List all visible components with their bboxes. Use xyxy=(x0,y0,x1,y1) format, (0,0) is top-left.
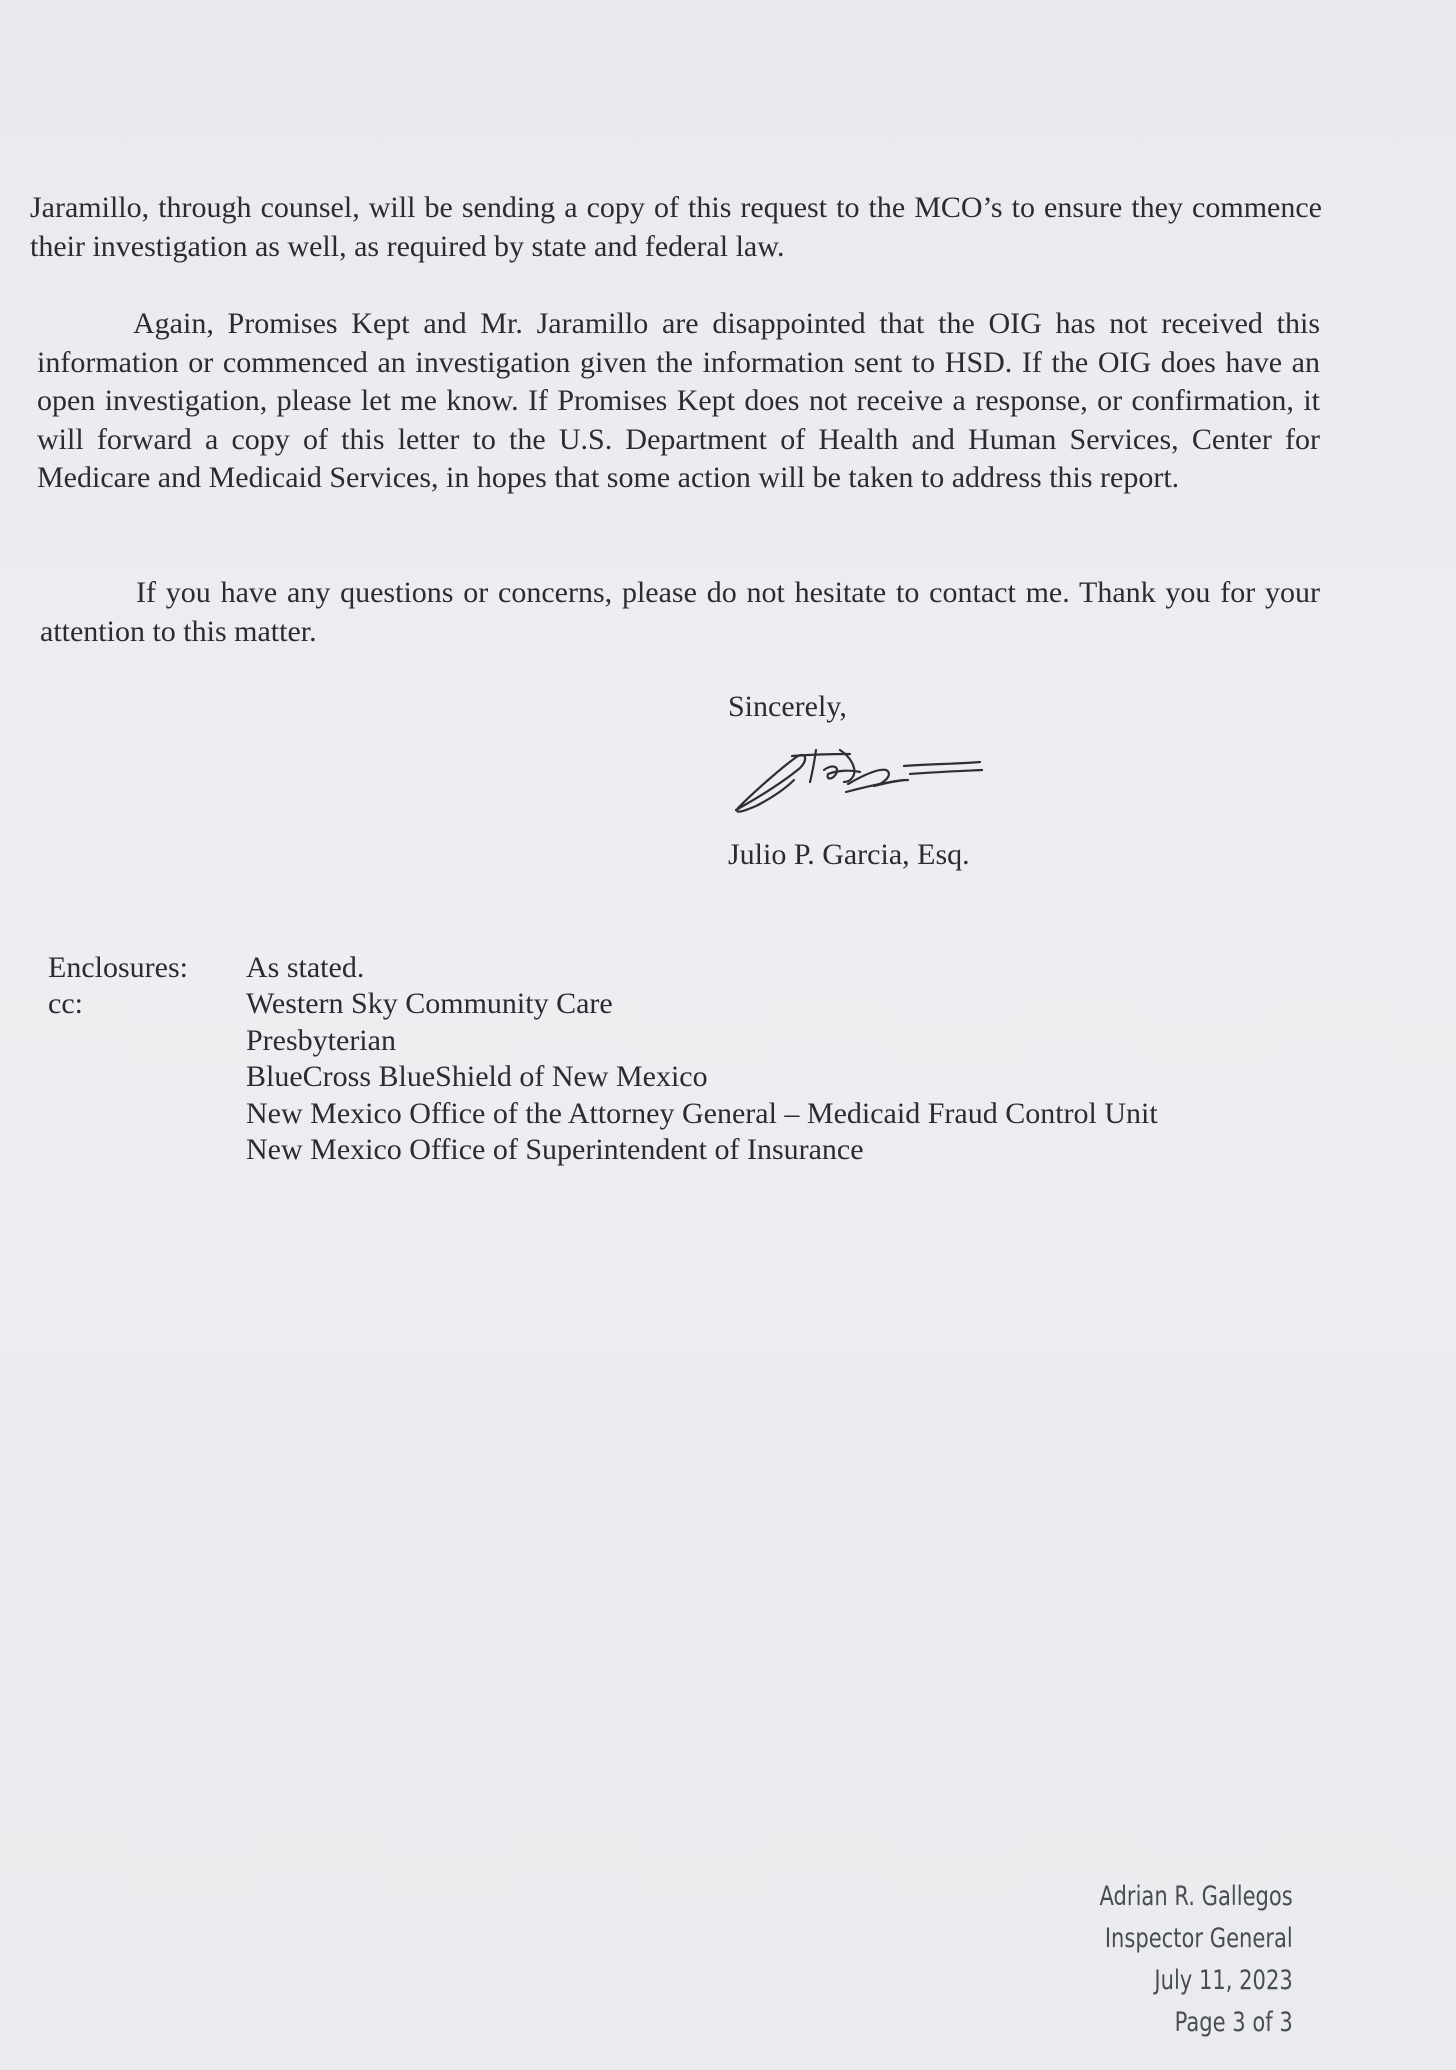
footer-title: Inspector General xyxy=(1105,1923,1293,1954)
closing: Sincerely, xyxy=(728,690,847,723)
enclosures-label: Enclosures: xyxy=(48,951,188,984)
page-footer xyxy=(1100,1876,1293,2044)
footer-page-number: Page 3 of 3 xyxy=(1174,2007,1293,2038)
signature-image xyxy=(728,740,988,830)
footer-recipient: Adrian R. Gallegos xyxy=(1099,1881,1293,1912)
body-paragraph-2: Again, Promises Kept and Mr. Jaramillo are disappointed that the OIG has not received this information or commenced an investigation given the information sent to HSD. If the OIG does have an open investigation, please let me know. If Promises Kept does not receive a response, or confirmation, it will forward a copy of this letter to the U.S. Department of Health and Human Services, Center for Medicare and Medicaid Services, in hopes that some action will be taken to address this report. xyxy=(37,307,1320,494)
signer-name: Julio P. Garcia, Esq. xyxy=(728,838,970,871)
cc-label: cc: xyxy=(48,987,83,1020)
cc-recipient: Presbyterian xyxy=(246,1023,396,1057)
body-paragraph-3: If you have any questions or concerns, please do not hesitate to contact me. Thank you for your attention to this matter. xyxy=(40,576,1320,648)
cc-list xyxy=(246,986,1158,1169)
cc-recipient: New Mexico Office of the Attorney General – Medicaid Fraud Control Unit xyxy=(246,1096,1158,1130)
enclosures-value: As stated. xyxy=(246,951,365,984)
cc-recipient: BlueCross BlueShield of New Mexico xyxy=(246,1060,708,1093)
body-paragraph-1: Jaramillo, through counsel, will be sending a copy of this request to the MCO’s to ensure they commence their investigation as well, as required by state and federal law. xyxy=(30,191,1322,263)
cc-recipient: New Mexico Office of Superintendent of Insurance xyxy=(246,1133,864,1166)
footer-date: July 11, 2023 xyxy=(1154,1965,1293,1996)
cc-recipient: Western Sky Community Care xyxy=(246,987,613,1020)
